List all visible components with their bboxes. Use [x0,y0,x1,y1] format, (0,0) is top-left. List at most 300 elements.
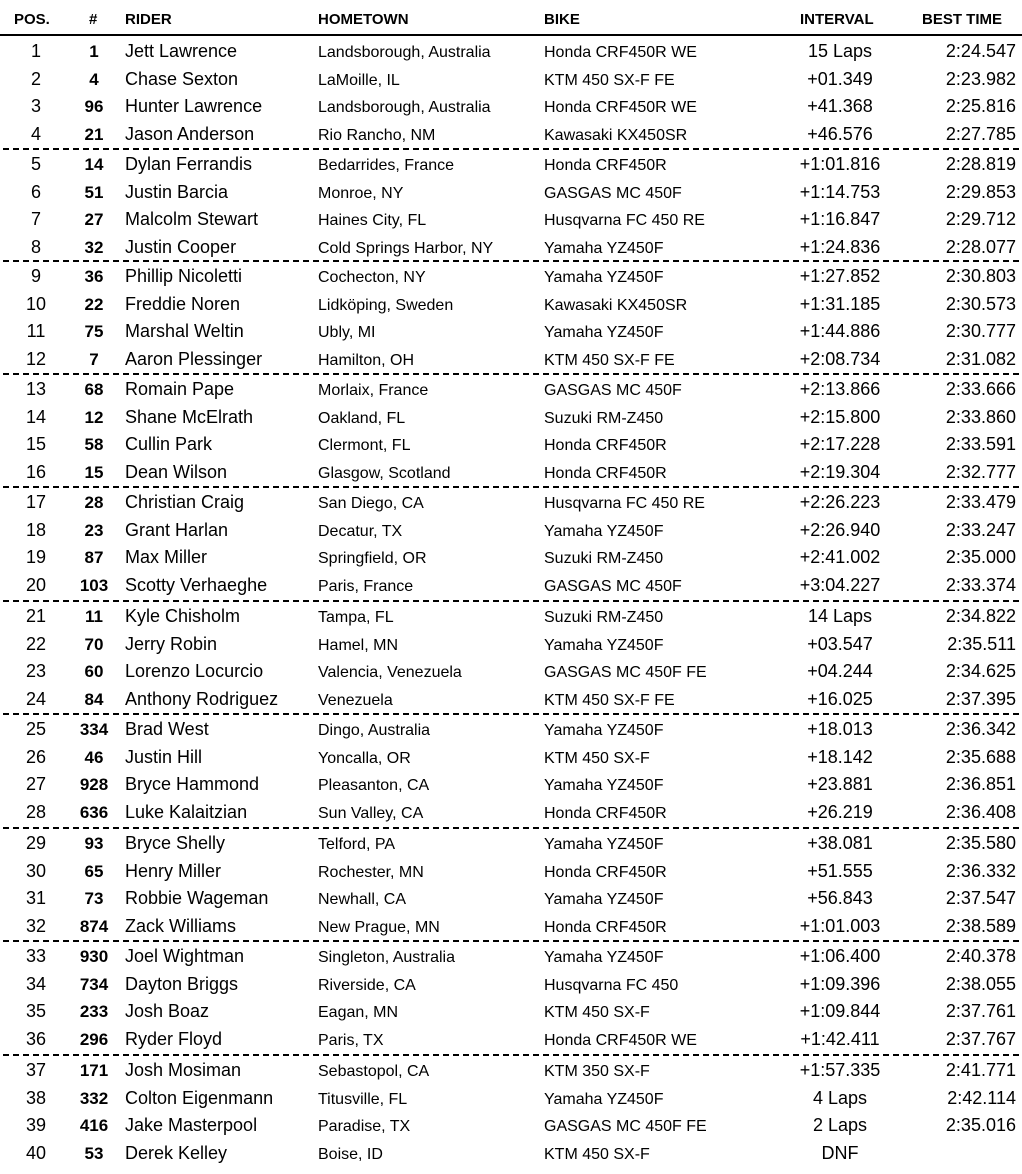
rider-name-cell: Justin Cooper [125,236,237,257]
rider-name-cell: Anthony Rodriguez [125,688,279,709]
interval-cell: +2:17.228 [799,434,881,455]
position-cell: 24 [25,688,47,709]
position-cell: 35 [25,1001,47,1022]
position-cell: 17 [25,492,47,512]
bike-cell: Yamaha YZ450F [544,522,664,540]
rider-number-cell: 233 [79,1002,109,1022]
rider-number-cell: 93 [84,834,104,853]
interval-cell: DNF [821,1142,859,1163]
table-row [0,179,1022,206]
position-cell: 15 [25,434,47,455]
rider-name-cell: Aaron Plessinger [125,348,263,369]
hometown-cell: Springfield, OR [318,550,427,568]
bike-cell: KTM 450 SX-F [544,749,650,767]
rider-name-cell: Freddie Noren [125,293,241,314]
header-bike: BIKE [544,11,580,28]
position-cell: 5 [30,154,41,174]
rider-number-cell: 11 [85,607,103,626]
table-row [0,1112,1022,1139]
best-time-cell: 2:35.016 [945,1115,1016,1136]
best-time-cell: 2:30.573 [945,293,1016,314]
bike-cell: Honda CRF450R [544,863,667,881]
table-row [0,716,1022,743]
rider-number-cell: 27 [84,210,104,230]
table-row [0,151,1022,178]
group-divider [3,486,1019,488]
position-cell: 6 [30,181,41,202]
header-interval: INTERVAL [800,11,874,28]
interval-cell: +2:26.223 [799,492,881,512]
position-cell: 4 [30,123,41,144]
interval-cell: +56.843 [807,888,873,909]
bike-cell: Yamaha YZ450F [544,777,664,795]
best-time-cell: 2:23.982 [945,68,1016,89]
table-row [0,1085,1022,1112]
position-cell: 32 [25,915,47,936]
best-time-cell: 2:38.589 [945,915,1016,936]
best-time-cell: 2:36.851 [945,774,1016,795]
hometown-cell: Bedarrides, France [318,157,455,174]
group-divider [3,940,1019,942]
rider-number-cell: 416 [79,1116,109,1136]
best-time-cell: 2:29.712 [945,209,1016,230]
bike-cell: Honda CRF450R [544,437,667,455]
bike-cell: Yamaha YZ450F [544,836,664,853]
bike-cell: KTM 450 SX-F FE [544,71,675,89]
position-cell: 11 [26,321,46,342]
position-cell: 26 [25,746,47,767]
header-best-time: BEST TIME [922,11,1003,28]
table-row [0,38,1022,65]
bike-cell: Suzuki RM-Z450 [544,409,664,427]
table-row [0,686,1022,713]
table-row [0,858,1022,885]
best-time-cell: 2:28.077 [945,236,1016,257]
interval-cell: +1:14.753 [799,181,881,202]
best-time-cell: 2:37.761 [945,1001,1016,1022]
bike-cell: Husqvarna FC 450 RE [544,495,705,512]
position-cell: 25 [25,719,47,739]
position-cell: 12 [25,348,47,369]
rider-name-cell: Jake Masterpool [125,1115,258,1136]
hometown-cell: Glasgow, Scotland [318,464,451,482]
interval-cell: +1:31.185 [799,293,881,314]
rider-name-cell: Jerry Robin [125,633,218,654]
rider-number-cell: 4 [89,69,99,89]
interval-cell: +3:04.227 [799,574,881,595]
bike-cell: Honda CRF450R WE [544,99,697,117]
hometown-cell: Lidköping, Sweden [318,296,454,314]
best-time-cell: 2:38.055 [945,973,1016,994]
table-row [0,572,1022,599]
rider-name-cell: Malcolm Stewart [125,209,259,230]
table-row [0,206,1022,233]
interval-cell: +2:26.940 [799,519,881,540]
best-time-cell: 2:32.777 [945,461,1016,482]
table-row [0,1057,1022,1084]
hometown-cell: Yoncalla, OR [318,749,411,767]
rider-name-cell: Luke Kalaitzian [125,801,248,822]
rider-number-cell: 1 [89,42,99,61]
hometown-cell: Newhall, CA [318,891,407,909]
rider-number-cell: 51 [84,182,104,202]
interval-cell: +2:15.800 [799,406,881,427]
best-time-cell: 2:33.247 [945,519,1016,540]
rider-name-cell: Jason Anderson [125,123,255,144]
rider-name-cell: Kyle Chisholm [125,606,241,626]
interval-cell: 15 Laps [807,41,873,61]
position-cell: 30 [25,860,47,881]
rider-number-cell: 171 [79,1061,109,1080]
hometown-cell: Paris, TX [318,1031,384,1049]
interval-cell: +1:44.886 [799,321,881,342]
position-cell: 14 [25,406,47,427]
rider-number-cell: 87 [84,548,104,568]
rider-name-cell: Justin Barcia [125,181,229,202]
position-cell: 16 [25,461,47,482]
best-time-cell: 2:27.785 [945,123,1016,144]
table-row [0,234,1022,261]
rider-number-cell: 23 [84,520,104,540]
best-time-cell: 2:34.822 [945,606,1016,626]
rider-name-cell: Josh Mosiman [125,1060,242,1080]
rider-name-cell: Jett Lawrence [125,41,238,61]
rider-name-cell: Henry Miller [125,860,222,881]
rider-number-cell: 928 [79,775,109,795]
rider-number-cell: 75 [84,322,104,342]
best-time-cell: 2:37.395 [945,688,1016,709]
rider-number-cell: 32 [84,237,104,257]
rider-name-cell: Robbie Wageman [125,888,269,909]
rider-number-cell: 53 [84,1143,104,1163]
position-cell: 38 [25,1087,47,1108]
bike-cell: KTM 450 SX-F FE [544,351,675,369]
bike-cell: KTM 350 SX-F [544,1063,650,1080]
table-row [0,1140,1022,1167]
rider-name-cell: Colton Eigenmann [125,1087,274,1108]
best-time-cell: 2:35.688 [945,746,1016,767]
rider-name-cell: Zack Williams [125,915,236,936]
best-time-cell: 2:42.114 [947,1087,1016,1108]
bike-cell: Yamaha YZ450F [544,636,664,654]
table-row [0,943,1022,970]
table-row [0,771,1022,798]
best-time-cell: 2:35.000 [945,547,1016,568]
rider-number-cell: 46 [84,747,104,767]
rider-number-cell: 21 [84,124,104,144]
rider-name-cell: Christian Craig [125,492,245,512]
hometown-cell: Dingo, Australia [318,722,431,739]
bike-cell: Yamaha YZ450F [544,891,664,909]
table-row [0,631,1022,658]
bike-cell: Husqvarna FC 450 RE [544,212,705,230]
table-row [0,998,1022,1025]
rider-number-cell: 58 [84,435,104,455]
interval-cell: +2:41.002 [799,547,881,568]
rider-number-cell: 296 [79,1029,109,1049]
position-cell: 20 [25,574,47,595]
rider-name-cell: Derek Kelley [125,1142,228,1163]
rider-name-cell: Dayton Briggs [125,973,239,994]
bike-cell: Honda CRF450R [544,157,667,174]
bike-cell: Yamaha YZ450F [544,722,664,739]
interval-cell: +18.013 [807,719,873,739]
hometown-cell: Titusville, FL [318,1090,408,1108]
position-cell: 13 [25,379,47,399]
interval-cell: +1:42.411 [800,1028,880,1049]
position-cell: 22 [25,633,47,654]
hometown-cell: Pleasanton, CA [318,777,430,795]
position-cell: 27 [25,774,47,795]
best-time-cell: 2:36.408 [945,801,1016,822]
bike-cell: Kawasaki KX450SR [544,126,688,144]
interval-cell: +23.881 [807,774,873,795]
rider-name-cell: Romain Pape [125,379,235,399]
bike-cell: GASGAS MC 450F [544,382,682,399]
best-time-cell: 2:30.777 [945,321,1016,342]
rider-name-cell: Scotty Verhaeghe [125,574,268,595]
interval-cell: +46.576 [807,123,873,144]
bike-cell: Kawasaki KX450SR [544,296,688,314]
interval-cell: +26.219 [807,801,873,822]
position-cell: 9 [30,266,41,286]
rider-number-cell: 84 [84,689,104,709]
rider-number-cell: 65 [84,861,104,881]
hometown-cell: Tampa, FL [318,609,394,626]
hometown-cell: Singleton, Australia [318,949,455,966]
rider-name-cell: Hunter Lawrence [125,96,263,117]
group-divider [3,260,1019,262]
hometown-cell: Telford, PA [318,836,396,853]
bike-cell: Honda CRF450R [544,918,667,936]
interval-cell: +1:01.003 [799,915,881,936]
interval-cell: +1:27.852 [799,266,881,286]
best-time-cell: 2:33.860 [945,406,1016,427]
rider-name-cell: Justin Hill [125,746,203,767]
bike-cell: Yamaha YZ450F [544,324,664,342]
best-time-cell: 2:40.378 [945,946,1016,966]
interval-cell: +1:57.335 [799,1060,881,1080]
position-cell: 40 [25,1142,47,1163]
table-row [0,263,1022,290]
rider-name-cell: Lorenzo Locurcio [125,661,264,682]
best-time-cell: 2:24.547 [945,41,1016,61]
bike-cell: KTM 450 SX-F [544,1145,650,1163]
bike-cell: GASGAS MC 450F FE [544,664,707,682]
table-row [0,1026,1022,1053]
interval-cell: +2:19.304 [799,461,881,482]
position-cell: 18 [25,519,47,540]
table-row [0,291,1022,318]
bike-cell: Husqvarna FC 450 [544,976,679,994]
position-cell: 29 [25,833,47,853]
table-row [0,517,1022,544]
interval-cell: +1:09.844 [799,1001,881,1022]
rider-name-cell: Brad West [125,719,209,739]
table-row [0,318,1022,345]
group-divider [3,600,1019,602]
position-cell: 37 [25,1060,47,1080]
rider-name-cell: Marshal Weltin [125,321,244,342]
table-row [0,459,1022,486]
interval-cell: +38.081 [807,833,873,853]
interval-cell: +1:24.836 [799,236,881,257]
hometown-cell: Sebastopol, CA [318,1063,430,1080]
position-cell: 2 [30,68,41,89]
hometown-cell: LaMoille, IL [318,71,400,89]
bike-cell: GASGAS MC 450F [544,577,682,595]
hometown-cell: Morlaix, France [318,382,429,399]
hometown-cell: Landsborough, Australia [318,44,491,61]
rider-name-cell: Dylan Ferrandis [125,154,253,174]
rider-name-cell: Cullin Park [125,434,213,455]
group-divider [3,373,1019,375]
rider-name-cell: Bryce Shelly [125,833,226,853]
group-divider [3,148,1019,150]
best-time-cell: 2:37.547 [945,888,1016,909]
table-row [0,66,1022,93]
hometown-cell: Monroe, NY [318,184,404,202]
header-number: # [89,11,98,28]
bike-cell: Yamaha YZ450F [544,239,664,257]
hometown-cell: Boise, ID [318,1145,383,1163]
position-cell: 10 [25,293,47,314]
interval-cell: 4 Laps [812,1087,868,1108]
bike-cell: Yamaha YZ450F [544,1090,664,1108]
table-row [0,544,1022,571]
position-cell: 33 [25,946,47,966]
rider-number-cell: 734 [79,974,109,994]
interval-cell: +1:16.847 [799,209,881,230]
best-time-cell: 2:36.342 [945,719,1016,739]
bike-cell: Suzuki RM-Z450 [544,550,664,568]
rider-number-cell: 96 [84,97,104,117]
position-cell: 31 [25,888,47,909]
best-time-cell: 2:30.803 [945,266,1016,286]
position-cell: 8 [30,236,41,257]
bike-cell: Honda CRF450R [544,804,667,822]
position-cell: 3 [30,96,41,117]
interval-cell: +03.547 [807,633,873,654]
interval-cell: +1:06.400 [799,946,881,966]
hometown-cell: Landsborough, Australia [318,99,491,117]
table-row [0,799,1022,826]
header-hometown: HOMETOWN [318,11,409,28]
rider-name-cell: Shane McElrath [125,406,254,427]
best-time-cell: 2:28.819 [945,154,1016,174]
hometown-cell: Haines City, FL [318,212,427,230]
table-row [0,913,1022,940]
table-row [0,489,1022,516]
bike-cell: Yamaha YZ450F [544,949,664,966]
hometown-cell: Sun Valley, CA [318,804,424,822]
position-cell: 23 [25,661,47,682]
best-time-cell: 2:25.816 [945,96,1016,117]
bike-cell: Suzuki RM-Z450 [544,609,664,626]
position-cell: 1 [30,41,41,61]
rider-name-cell: Bryce Hammond [125,774,260,795]
hometown-cell: Oakland, FL [318,409,406,427]
rider-number-cell: 70 [84,634,104,654]
bike-cell: Honda CRF450R [544,464,667,482]
group-divider [3,827,1019,829]
interval-cell: 14 Laps [807,606,873,626]
results-table-header [0,0,1022,36]
hometown-cell: Eagan, MN [318,1004,399,1022]
interval-cell: +2:08.734 [799,348,881,369]
hometown-cell: Paradise, TX [318,1118,411,1136]
rider-name-cell: Max Miller [125,547,208,568]
table-row [0,971,1022,998]
hometown-cell: Clermont, FL [318,437,411,455]
table-row [0,744,1022,771]
table-row [0,404,1022,431]
position-cell: 28 [25,801,47,822]
table-row [0,346,1022,373]
interval-cell: +18.142 [807,746,873,767]
interval-cell: +04.244 [807,661,873,682]
rider-number-cell: 28 [84,493,104,512]
bike-cell: GASGAS MC 450F [544,184,682,202]
rider-name-cell: Phillip Nicoletti [125,266,243,286]
rider-number-cell: 73 [84,889,104,909]
best-time-cell [912,1140,1016,1167]
position-cell: 34 [25,973,47,994]
best-time-cell: 2:31.082 [945,348,1016,369]
best-time-cell: 2:35.580 [945,833,1016,853]
rider-number-cell: 12 [84,407,104,427]
rider-number-cell: 103 [79,575,109,595]
interval-cell: +1:09.396 [799,973,881,994]
hometown-cell: Hamilton, OH [318,351,415,369]
best-time-cell: 2:34.625 [945,661,1016,682]
best-time-cell: 2:33.374 [945,574,1016,595]
hometown-cell: Rio Rancho, NM [318,126,436,144]
rider-number-cell: 15 [84,462,104,482]
rider-number-cell: 36 [84,267,104,286]
position-cell: 19 [25,547,47,568]
hometown-cell: Cochecton, NY [318,269,426,286]
interval-cell: 2 Laps [812,1115,868,1136]
bike-cell: Yamaha YZ450F [544,269,664,286]
rider-number-cell: 334 [79,720,109,739]
table-row [0,121,1022,148]
hometown-cell: Paris, France [318,577,414,595]
interval-cell: +41.368 [807,96,873,117]
position-cell: 21 [25,606,47,626]
hometown-cell: Cold Springs Harbor, NY [318,239,494,257]
rider-number-cell: 60 [84,662,104,682]
table-row [0,431,1022,458]
hometown-cell: Venezuela [318,691,393,709]
rider-number-cell: 332 [79,1088,109,1108]
hometown-cell: Decatur, TX [318,522,403,540]
interval-cell: +01.349 [807,68,873,89]
hometown-cell: Hamel, MN [318,636,399,654]
bike-cell: KTM 450 SX-F [544,1004,650,1022]
hometown-cell: Valencia, Venezuela [318,664,462,682]
rider-number-cell: 7 [89,349,99,369]
position-cell: 7 [30,209,41,230]
rider-number-cell: 14 [84,155,104,174]
best-time-cell: 2:41.771 [945,1060,1016,1080]
rider-name-cell: Chase Sexton [125,68,239,89]
best-time-cell: 2:29.853 [945,181,1016,202]
bike-cell: Honda CRF450R WE [544,44,697,61]
table-row [0,376,1022,403]
hometown-cell: San Diego, CA [318,495,424,512]
rider-number-cell: 874 [79,916,109,936]
